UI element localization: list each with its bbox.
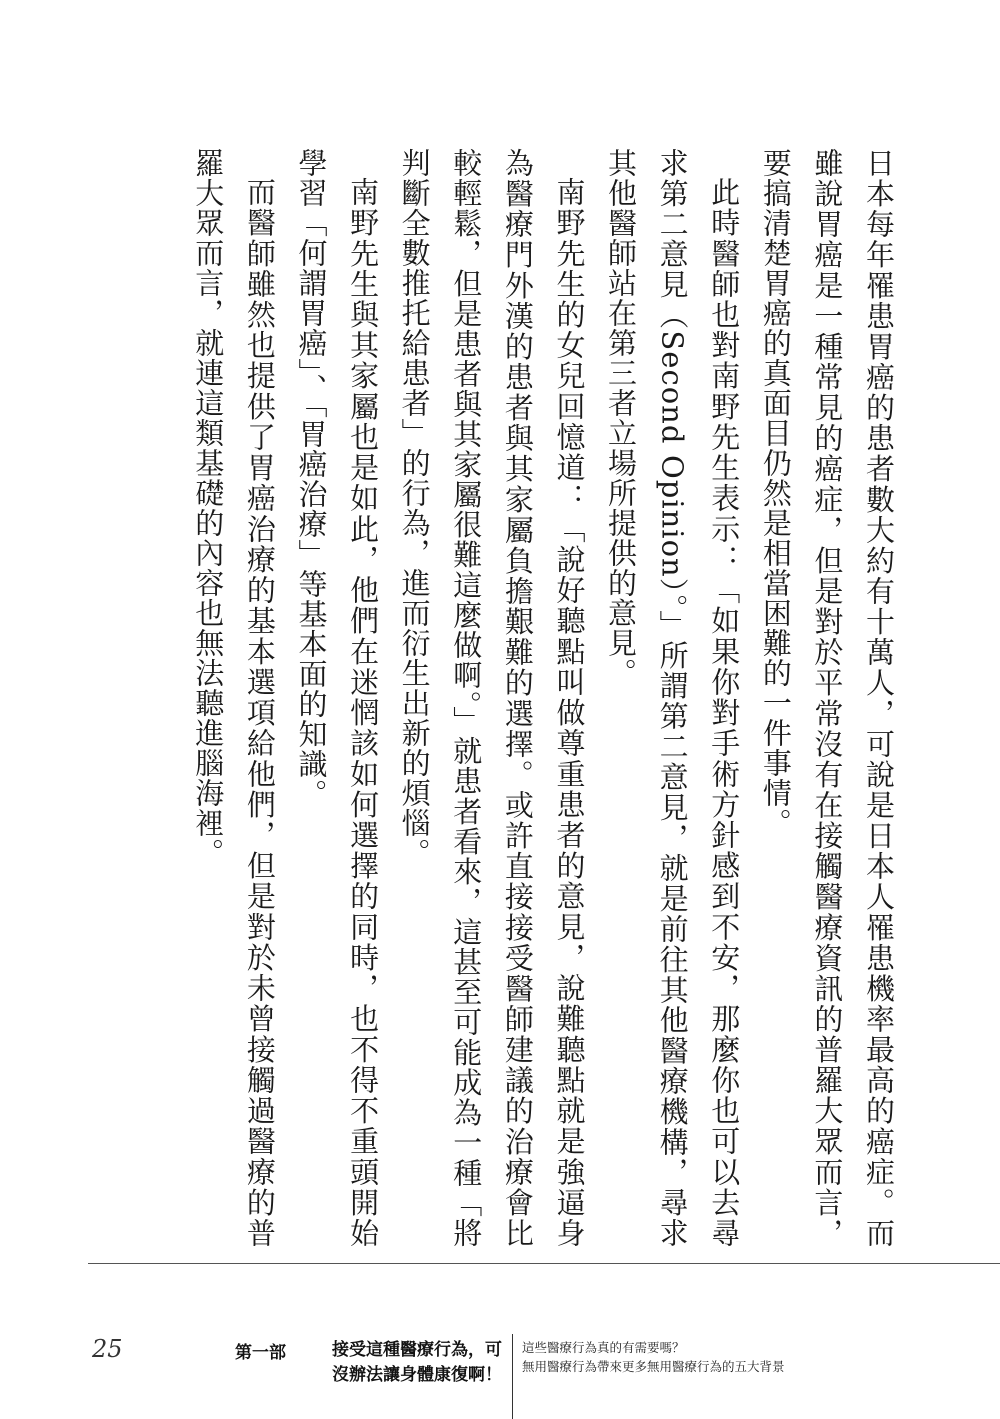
section-description-line: 這些醫療行為真的有需要嗎？ [522, 1340, 685, 1355]
paragraph: 而醫師雖然也提供了胃癌治療的基本選項給他們，但是對於未曾接觸過醫療的普羅大眾而言，就連這類基礎的內容也無法聽進腦海裡。 [191, 148, 277, 1248]
part-label: 第一部 [235, 1343, 286, 1363]
paragraph: 南野先生的女兒回憶道：「說好聽點叫做尊重患者的意見，說難聽點就是強逼身為醫療門外漢的患者與其家屬負擔艱難的選擇。或許直接接受醫師建議的治療會比較輕鬆，但是患者與其家屬很難這麼做啊。」就患者看來，這甚至可能成為一種「將判斷全數推托給患者」的行為，進而衍生出新的煩惱。 [397, 148, 587, 1248]
section-description [522, 1338, 785, 1376]
footer-divider-rule [88, 1263, 1000, 1264]
section-description-line: 無用醫療行為帶來更多無用醫療行為的五大背景 [522, 1359, 785, 1374]
part-title-line: 接受這種醫療行為，可 [332, 1340, 502, 1360]
paragraph: 此時醫師也對南野先生表示：「如果你對手術方針感到不安，那麼你也可以去尋求第二意見（Second Opinion）。」所謂第二意見，就是前往其他醫療機構，尋求其他醫師站在第三者立場所提供的意見。 [604, 148, 742, 1248]
paragraph: 南野先生與其家屬也是如此，他們在迷惘該如何選擇的同時，也不得不重頭開始學習「何謂胃癌」、「胃癌治療」等基本面的知識。 [294, 148, 381, 1248]
part-title-line: 沒辦法讓身體康復啊！ [332, 1365, 502, 1385]
part-title [332, 1338, 502, 1388]
footer-vertical-divider [512, 1334, 513, 1419]
page-number: 25 [92, 1335, 123, 1363]
paragraph: 日本每年罹患胃癌的患者數大約有十萬人，可說是日本人罹患機率最高的癌症。而雖說胃癌是一種常見的癌症，但是對於平常沒有在接觸醫療資訊的普羅大眾而言，要搞清楚胃癌的真面目仍然是相當困難的一件事情。 [758, 148, 896, 1248]
body-text-column-block [182, 148, 904, 1248]
